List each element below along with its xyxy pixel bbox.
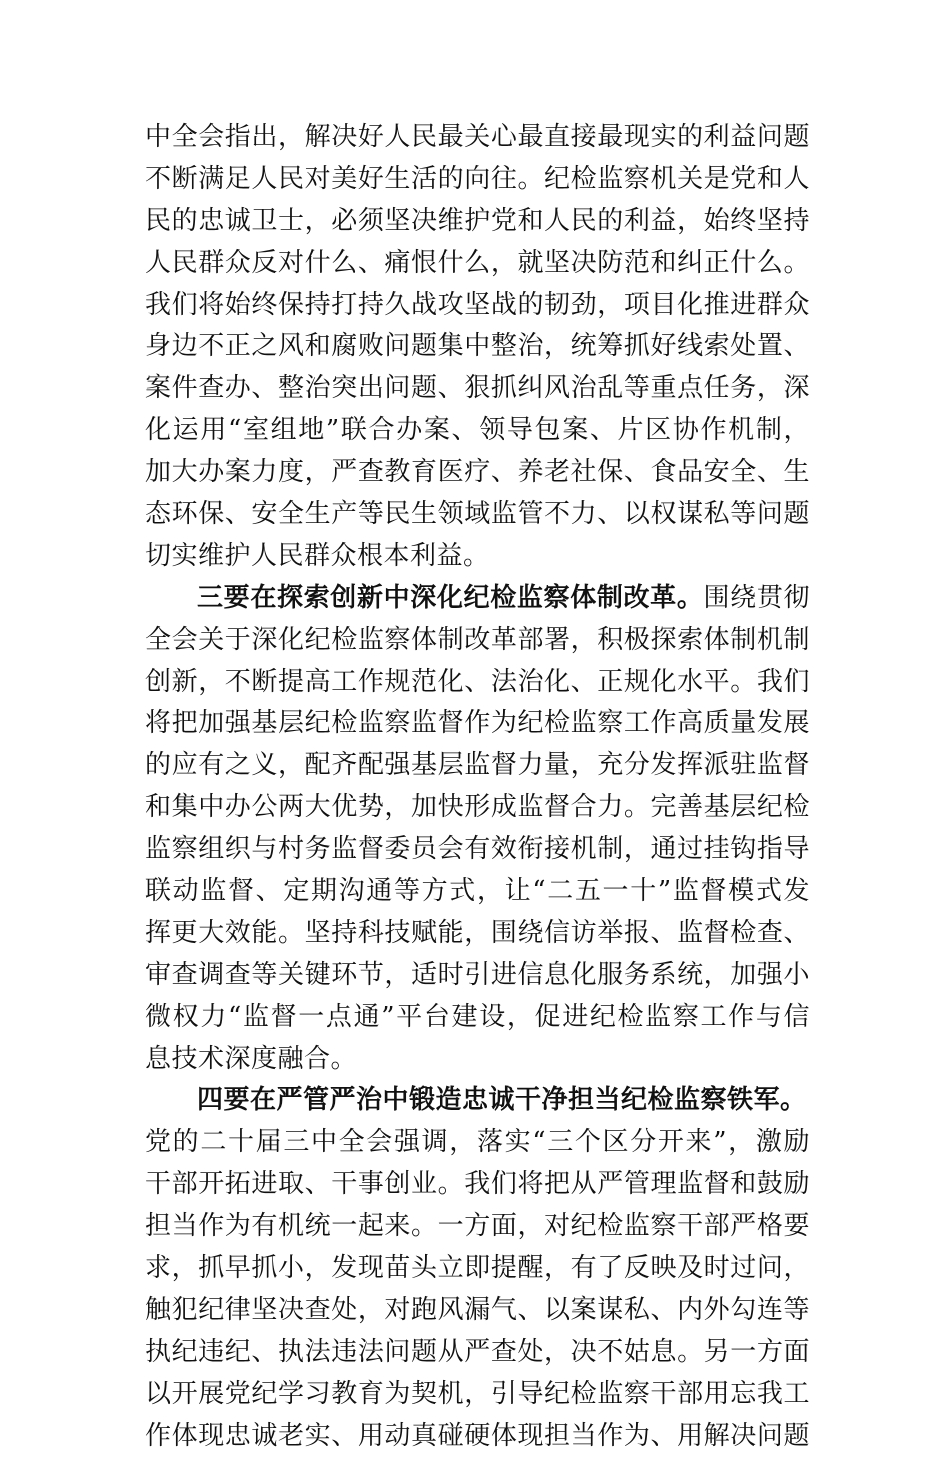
text-line: 态环保、安全生产等民生领域监管不力、以权谋私等问题 <box>145 499 810 530</box>
text-line: 执纪违纪、执法违法问题从严查处，决不姑息。另一方面 <box>145 1336 810 1367</box>
text-line: 创新，不断提高工作规范化、法治化、正规化水平。我们 <box>145 666 810 697</box>
text-line: 求，抓早抓小，发现苗头立即提醒，有了反映及时过问， <box>145 1253 810 1284</box>
text-line: 全会关于深化纪检监察体制改革部署，积极探索体制机制 <box>145 624 810 655</box>
text-line: 挥更大效能。坚持科技赋能，围绕信访举报、监督检查、 <box>145 917 810 948</box>
text-line: 审查调查等关键环节，适时引进信息化服务系统，加强小 <box>145 959 810 990</box>
paragraph-heading: 四要在严管严治中锻造忠诚干净担当纪检监察铁军。 <box>197 1085 807 1116</box>
paragraph-first-line <box>145 578 810 620</box>
text-line: 切实维护人民群众根本利益。 <box>145 540 490 571</box>
text-line: 担当作为有机统一起来。一方面，对纪检监察干部严格要 <box>145 1211 810 1242</box>
text-line: 民的忠诚卫士，必须坚决维护党和人民的利益，始终坚持 <box>145 205 810 236</box>
text-line: 息技术深度融合。 <box>145 1043 358 1074</box>
paragraph-3 <box>145 1080 810 1457</box>
text-line: 的应有之义，配齐配强基层监督力量，充分发挥派驻监督 <box>145 750 810 781</box>
text-line: 作体现忠诚老实、用动真碰硬体现担当作为、用解决问题 <box>145 1420 810 1451</box>
text-line: 将把加强基层纪检监察监督作为纪检监察工作高质量发展 <box>145 708 810 739</box>
paragraph-first-line <box>145 1080 810 1122</box>
text-line: 以开展党纪学习教育为契机，引导纪检监察干部用忘我工 <box>145 1378 810 1409</box>
text-line: 干部开拓进取、干事创业。我们将把从严管理监督和鼓励 <box>145 1169 810 1200</box>
text-line: 和集中办公两大优势，加快形成监督合力。完善基层纪检 <box>145 792 810 823</box>
text-line: 案件查办、整治突出问题、狠抓纠风治乱等重点任务，深 <box>145 373 810 404</box>
text-line: 监察组织与村务监督委员会有效衔接机制，通过挂钩指导 <box>145 834 810 865</box>
text-line: 化运用“室组地”联合办案、领导包案、片区协作机制， <box>145 415 810 446</box>
paragraph-1 <box>145 117 810 578</box>
text-line: 党的二十届三中全会强调，落实“三个区分开来”，激励 <box>145 1127 810 1158</box>
text-run: 围绕贯彻 <box>703 582 810 613</box>
text-line: 触犯纪律坚决查处，对跑风漏气、以案谋私、内外勾连等 <box>145 1294 810 1325</box>
document-body <box>145 117 810 1458</box>
text-line: 加大办案力度，严查教育医疗、养老社保、食品安全、生 <box>145 457 810 488</box>
paragraph-2 <box>145 578 810 1081</box>
text-line: 我们将始终保持打持久战攻坚战的韧劲，项目化推进群众 <box>145 289 810 320</box>
text-line: 身边不正之风和腐败问题集中整治，统筹抓好线索处置、 <box>145 331 810 362</box>
text-line: 微权力“监督一点通”平台建设，促进纪检监察工作与信 <box>145 1001 810 1032</box>
text-line: 联动监督、定期沟通等方式，让“二五一十”监督模式发 <box>145 876 810 907</box>
text-line: 不断满足人民对美好生活的向往。纪检监察机关是党和人 <box>145 163 810 194</box>
text-line: 中全会指出，解决好人民最关心最直接最现实的利益问题 <box>145 122 810 152</box>
text-line: 人民群众反对什么、痛恨什么，就坚决防范和纠正什么。 <box>145 247 810 278</box>
paragraph-heading: 三要在探索创新中深化纪检监察体制改革。 <box>197 582 704 613</box>
